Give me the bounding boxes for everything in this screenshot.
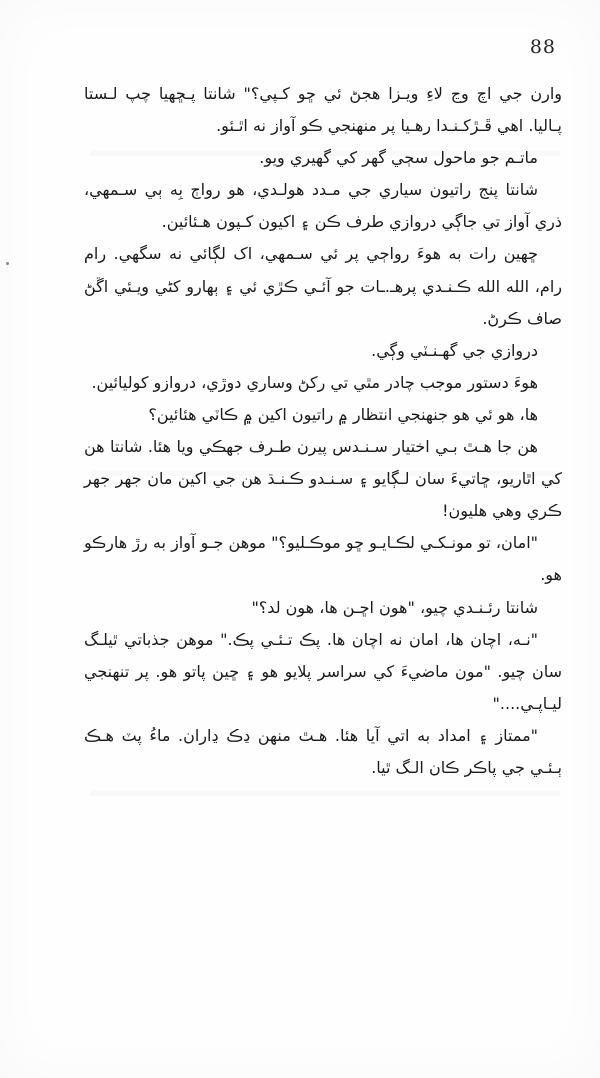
paragraph: "نـه، اچان ها، امان نه اچان ها. پڪ تـئـي پڪ." موهن جذباتي ٿيلـگ سان چيو. "مون ماضيءَ کي سراسر پلايو هو ۽ ڇين پاتو هو. پر تنهنجي ليـاپـي....": [84, 629, 562, 713]
margin-speck: [6, 262, 9, 265]
paragraph: "امان، تو مونـکـي لڪـايـو ڇو موڪـليو؟" موهن جـو آواز به رڙ هارڪو هو.: [84, 533, 562, 585]
paragraph: ماتـم جو ماحول سڄي گهر کي گهيري ويو.: [259, 148, 538, 168]
page-body-text: [84, 78, 562, 784]
paragraph: دروازي جي گهـنـٽي وڳي.: [371, 340, 538, 360]
paragraph: ها، هو ئي هو جنهنجي انتظار ۾ راتيون اکين ۾ ڪاٽي هئائين؟: [148, 404, 538, 424]
paragraph: وارن جي اچ وڃ لاءِ ويـزا هجڻ ئي ڇو کـپي؟" شانتا پـڇهيا چپ لـستا پـاليا. اهي ڦـڙکـنـدا رهـيا پر منهنجي ڪو آواز نه اٿـئو.: [84, 84, 562, 136]
paragraph: ڇهين رات به هوءَ رواڄي پر ئي سـمهي، اک لڳائي نه سگهي. رام رام، الله الله ڪـنـدي پرهـ.ـات جو آئـي ڪڙي ئي ۽ ٻهارو کڻي ويـئي اڱڻ صاف ڪرڻ.: [84, 244, 562, 328]
paragraph: "ممتاز ۽ امداد به اتي آيا هئا. هـٿ منهن ڍڪ ڍاران. ماءُ پٽ هـڪ ٻـئـي جي پاڪر ڪان الـگ ٿيا.: [84, 725, 562, 777]
paragraph: هوءَ دستور موجب چادر مٿي تي رکڻ وساري دوڙي، دروازو کوليائين.: [91, 372, 538, 392]
paragraph: شانتا رئـنـدي چيو، "هون اڇـن ها، هون لد؟": [251, 597, 538, 617]
page-number: 88: [529, 36, 556, 58]
paragraph: هن جا هـٿ بـي اختيار سـنـدس پيرن طـرف جهڪي ويا هئا. شانتا هن کي اٿاريو، ڇاتيءَ سان لـڳايو ۽ سـنـدو ڪـنـڌ هن جي اکين مان جهر جهر ڪري وهي هليون!: [84, 437, 562, 521]
show-through-smudge: [90, 790, 560, 796]
paragraph: شانتا پنج راتيون سياري جي مـدد هولـدي، هو رواڄ بِه ٻي سـمهي، ذري آواز تي جاڳي دروازي طرف ڪن ۽ اکيون کـپون هـئائين.: [84, 180, 562, 232]
